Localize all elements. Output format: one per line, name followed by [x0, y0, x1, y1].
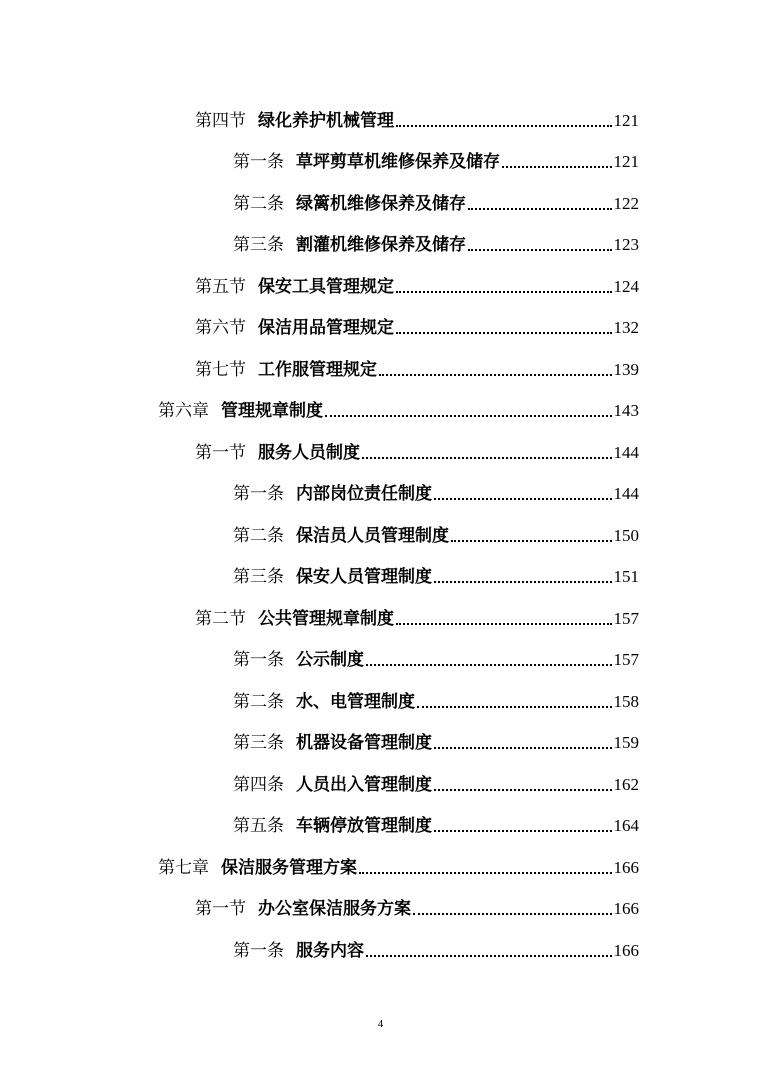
- toc-entry-page: 166: [613, 857, 639, 877]
- dot-leader: [396, 622, 612, 625]
- toc-entry[interactable]: [0, 339, 761, 381]
- toc-entry-page: 164: [613, 816, 639, 835]
- toc-entry[interactable]: [0, 671, 761, 713]
- toc-entry-title: 公共管理规章制度: [258, 608, 394, 629]
- dot-leader: [366, 663, 612, 666]
- toc-entry-page: 132: [613, 318, 639, 337]
- toc-entry-page: 166: [613, 899, 639, 918]
- dot-leader: [396, 124, 612, 127]
- toc-entry-title: 管理规章制度: [221, 401, 323, 421]
- toc-entry-label: 第四条: [233, 774, 284, 795]
- toc-entry-page: 159: [613, 733, 639, 752]
- toc-entry-title: 保洁服务管理方案: [221, 857, 357, 878]
- toc-entry-label: 第七节: [195, 359, 246, 380]
- toc-entry[interactable]: [0, 713, 761, 755]
- dot-leader: [325, 414, 612, 417]
- toc-entry[interactable]: [0, 920, 761, 962]
- toc-entry[interactable]: [0, 630, 761, 672]
- toc-entry-page: 144: [613, 442, 639, 462]
- toc-entry-title: 服务内容: [296, 940, 364, 961]
- toc-entry-label: 第二节: [195, 608, 246, 629]
- toc-entry-page: 158: [613, 691, 639, 711]
- toc-entry[interactable]: [0, 173, 761, 215]
- toc-entry[interactable]: [0, 754, 761, 796]
- toc-entry-label: 第三条: [233, 733, 284, 753]
- dot-leader: [434, 580, 612, 583]
- toc-entry-label: 第五节: [195, 276, 246, 297]
- toc-entry-label: 第一条: [233, 152, 284, 172]
- toc-entry[interactable]: [0, 132, 761, 174]
- toc-entry-title: 水、电管理制度: [296, 691, 415, 712]
- toc-entry-label: 第一条: [233, 940, 284, 961]
- toc-entry-title: 车辆停放管理制度: [296, 816, 432, 836]
- toc-entry-page: 121: [613, 110, 639, 130]
- toc-entry-title: 工作服管理规定: [258, 359, 377, 380]
- toc-entry-page: 139: [613, 359, 639, 379]
- toc-entry-label: 第六节: [195, 318, 246, 338]
- toc-entry[interactable]: [0, 505, 761, 547]
- toc-entry-label: 第三条: [233, 567, 284, 587]
- page-number: 4: [377, 1018, 384, 1030]
- toc-entry[interactable]: [0, 588, 761, 630]
- toc-entry-page: 144: [613, 484, 639, 503]
- toc-entry-label: 第二条: [233, 193, 284, 214]
- dot-leader: [396, 290, 612, 293]
- toc-entry[interactable]: [0, 90, 761, 132]
- dot-leader: [379, 373, 612, 376]
- dot-leader: [502, 165, 612, 168]
- toc-entry-title: 保洁员人员管理制度: [296, 525, 449, 546]
- dot-leader: [468, 207, 612, 210]
- dot-leader: [362, 456, 612, 459]
- toc-entry-title: 绿化养护机械管理: [258, 110, 394, 131]
- table-of-contents: [0, 90, 761, 962]
- toc-entry[interactable]: [0, 837, 761, 879]
- toc-entry-title: 办公室保洁服务方案: [258, 899, 411, 919]
- toc-entry-label: 第六章: [158, 401, 209, 421]
- toc-entry-page: 143: [613, 401, 639, 420]
- dot-leader: [434, 497, 612, 500]
- dot-leader: [434, 746, 612, 749]
- toc-entry-title: 保安人员管理制度: [296, 567, 432, 587]
- toc-entry[interactable]: [0, 256, 761, 298]
- toc-entry-title: 草坪剪草机维修保养及储存: [296, 152, 500, 172]
- toc-entry[interactable]: [0, 796, 761, 838]
- dot-leader: [396, 331, 612, 334]
- dot-leader: [434, 829, 612, 832]
- toc-entry-title: 保洁用品管理规定: [258, 318, 394, 338]
- toc-entry-title: 机器设备管理制度: [296, 733, 432, 753]
- toc-entry-label: 第三条: [233, 235, 284, 255]
- toc-entry-label: 第五条: [233, 816, 284, 836]
- toc-entry-page: 123: [613, 235, 639, 254]
- toc-entry-label: 第二条: [233, 691, 284, 712]
- toc-entry-title: 绿篱机维修保养及储存: [296, 193, 466, 214]
- toc-entry-title: 内部岗位责任制度: [296, 484, 432, 504]
- toc-entry-title: 公示制度: [296, 650, 364, 670]
- dot-leader: [434, 788, 612, 791]
- toc-entry-label: 第一节: [195, 899, 246, 919]
- toc-entry-title: 割灌机维修保养及储存: [296, 235, 466, 255]
- toc-entry[interactable]: [0, 422, 761, 464]
- toc-entry-label: 第四节: [195, 110, 246, 131]
- toc-entry-title: 保安工具管理规定: [258, 276, 394, 297]
- toc-entry-page: 157: [613, 650, 639, 669]
- toc-entry-label: 第一条: [233, 650, 284, 670]
- dot-leader: [413, 912, 612, 915]
- toc-entry-label: 第七章: [158, 857, 209, 878]
- toc-entry-page: 121: [613, 152, 639, 171]
- toc-entry-page: 150: [613, 525, 639, 545]
- dot-leader: [366, 954, 612, 957]
- toc-entry-label: 第二条: [233, 525, 284, 546]
- dot-leader: [468, 248, 612, 251]
- toc-entry[interactable]: [0, 879, 761, 921]
- toc-entry-page: 162: [613, 774, 639, 794]
- toc-entry-page: 157: [613, 608, 639, 628]
- toc-entry-page: 166: [613, 940, 639, 960]
- toc-entry[interactable]: [0, 215, 761, 257]
- toc-entry[interactable]: [0, 547, 761, 589]
- dot-leader: [359, 871, 612, 874]
- toc-entry-page: 122: [613, 193, 639, 213]
- dot-leader: [451, 539, 612, 542]
- toc-entry-title: 服务人员制度: [258, 442, 360, 463]
- toc-entry[interactable]: [0, 381, 761, 423]
- toc-entry-title: 人员出入管理制度: [296, 774, 432, 795]
- toc-entry-page: 124: [613, 276, 639, 296]
- toc-entry[interactable]: [0, 464, 761, 506]
- dot-leader: [417, 705, 612, 708]
- toc-entry-label: 第一条: [233, 484, 284, 504]
- toc-entry-page: 151: [613, 567, 639, 586]
- toc-entry-label: 第一节: [195, 442, 246, 463]
- toc-entry[interactable]: [0, 298, 761, 340]
